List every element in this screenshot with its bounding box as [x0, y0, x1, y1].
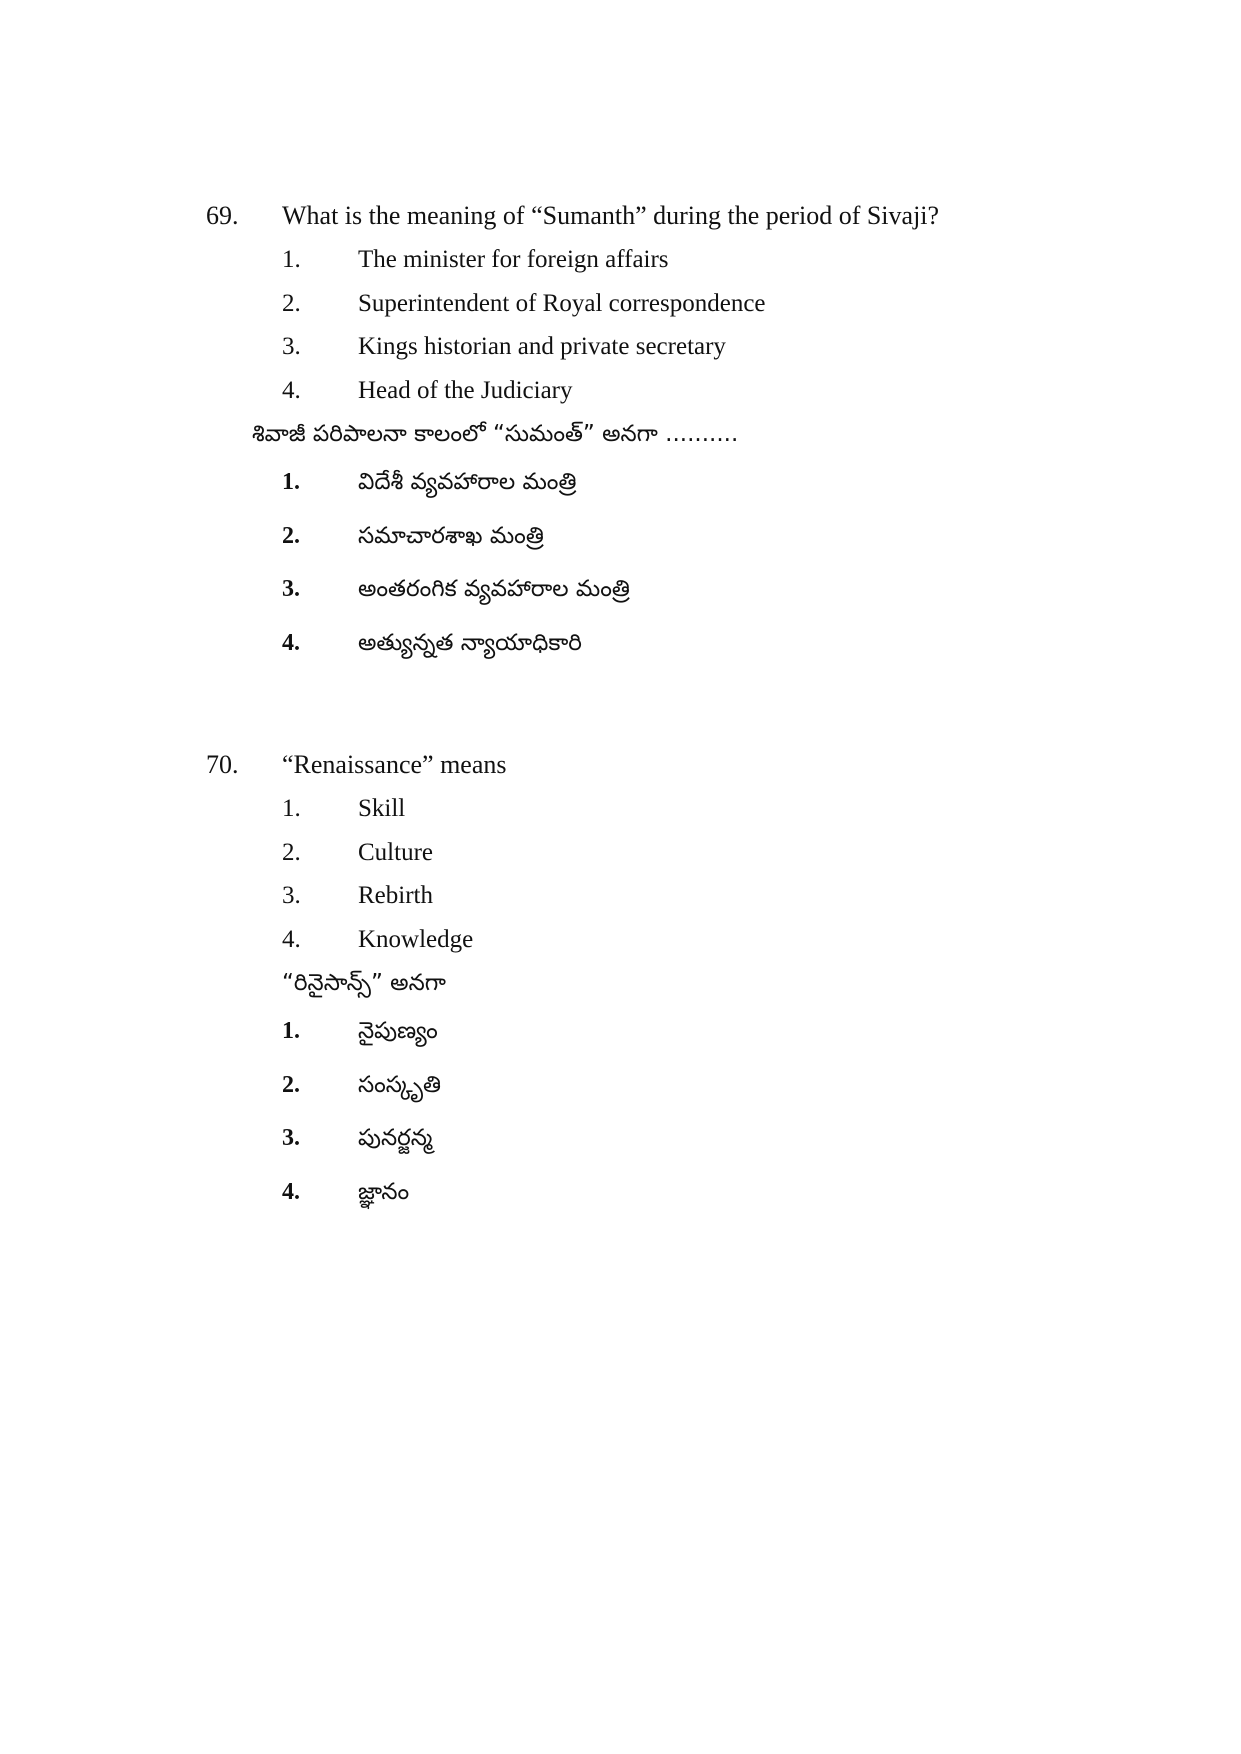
option-2 [206, 831, 1206, 875]
telugu-option-3 [206, 1112, 1206, 1166]
option-number: 1. [282, 469, 300, 495]
option-number: 4. [282, 1178, 300, 1205]
option-1 [206, 238, 1206, 282]
option-text: The minister for foreign affairs [358, 246, 669, 273]
question-number: 69. [206, 201, 239, 230]
option-2 [206, 282, 1206, 326]
option-1 [206, 787, 1206, 831]
option-3 [206, 874, 1206, 918]
option-number: 1. [282, 246, 301, 273]
option-text: Knowledge [358, 925, 474, 953]
option-text: నైపుణ్యం [358, 1018, 438, 1044]
option-text: విదేశీ వ్యవహారాల మంత్రి [358, 469, 577, 495]
question-number: 70. [206, 750, 239, 779]
telugu-option-4 [206, 1166, 1206, 1220]
option-number: 3. [282, 882, 301, 909]
question-70 [206, 743, 1206, 1219]
telugu-question-stem [206, 961, 1206, 1005]
option-number: 1. [282, 1018, 300, 1044]
telugu-option-2 [206, 1059, 1206, 1113]
question-stem [206, 194, 1206, 238]
telugu-option-4 [206, 617, 1206, 671]
option-number: 1. [282, 795, 301, 822]
option-text: అంతరంగిక వ్యవహారాల మంత్రి [358, 576, 630, 602]
option-number: 2. [282, 522, 300, 549]
telugu-option-2 [206, 510, 1206, 564]
telugu-option-1 [206, 456, 1206, 510]
option-number: 4. [282, 925, 301, 953]
telugu-question-text: శివాజీ పరిపాలనా కాలంలో “సుమంత్” అనగా .......... [252, 421, 739, 447]
option-number: 3. [282, 576, 300, 602]
question-69 [206, 194, 1206, 670]
option-number: 2. [282, 838, 301, 866]
option-text: సమాచారశాఖ మంత్రి [358, 522, 544, 549]
option-number: 4. [282, 629, 300, 656]
telugu-question-text: “రినైసాన్స్” అనగా [282, 970, 446, 996]
option-number: 3. [282, 333, 301, 360]
telugu-question-stem [206, 412, 1206, 456]
question-stem [206, 743, 1206, 787]
option-number: 2. [282, 1071, 300, 1098]
option-4 [206, 918, 1206, 962]
option-text: అత్యున్నత న్యాయాధికారి [358, 629, 582, 656]
option-text: సంస్కృతి [358, 1071, 441, 1098]
option-text: Superintendent of Royal correspondence [358, 289, 766, 317]
option-text: Kings historian and private secretary [358, 333, 726, 360]
option-text: Rebirth [358, 882, 433, 909]
option-text: Culture [358, 838, 433, 866]
question-text: “Renaissance” means [282, 750, 507, 779]
option-number: 4. [282, 376, 301, 404]
option-4 [206, 369, 1206, 413]
option-3 [206, 325, 1206, 369]
option-text: పునర్జన్మ [358, 1125, 433, 1151]
option-number: 3. [282, 1125, 300, 1151]
option-text: Head of the Judiciary [358, 376, 573, 404]
option-text: Skill [358, 795, 406, 822]
option-number: 2. [282, 289, 301, 317]
option-text: జ్ఞానం [358, 1178, 410, 1205]
question-text: What is the meaning of “Sumanth” during the period of Sivaji? [282, 201, 940, 230]
telugu-option-1 [206, 1005, 1206, 1059]
telugu-option-3 [206, 563, 1206, 617]
